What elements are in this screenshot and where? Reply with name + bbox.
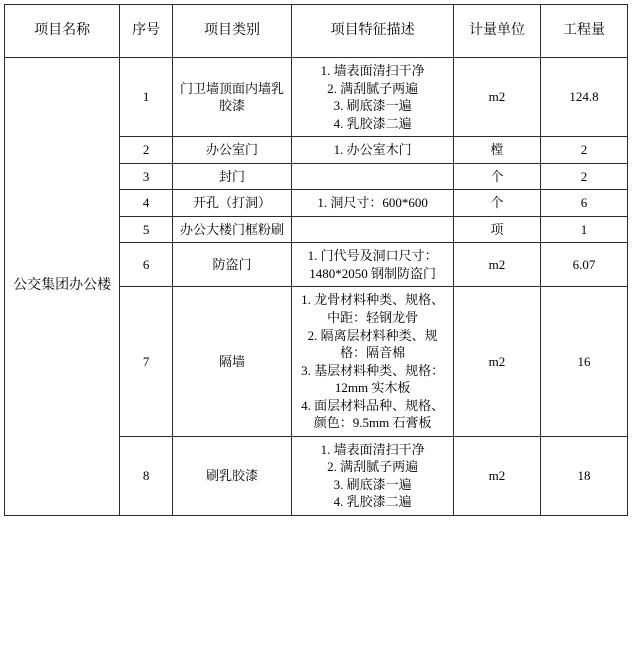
- cell-sequence: 2: [120, 137, 173, 164]
- group-cell-project-name: 公交集团办公楼: [5, 58, 120, 516]
- cell-category: 办公大楼门框粉刷: [172, 216, 291, 243]
- cell-category: 开孔（打洞）: [172, 190, 291, 217]
- cell-quantity: 2: [540, 137, 627, 164]
- description-line: 1. 门代号及洞口尺寸：1480*2050 钢制防盗门: [307, 248, 438, 281]
- cell-sequence: 5: [120, 216, 173, 243]
- description-line: 1. 办公室木门: [333, 142, 412, 158]
- cell-sequence: 3: [120, 163, 173, 190]
- header-project-name: 项目名称: [5, 5, 120, 58]
- description-line: 4. 乳胶漆二遍: [333, 115, 412, 131]
- cell-description: [292, 190, 454, 217]
- header-quantity: 工程量: [540, 5, 627, 58]
- cell-category: 封门: [172, 163, 291, 190]
- description-line: 2. 隔离层材料种类、规格：隔音棉: [307, 327, 438, 361]
- cell-description: [292, 137, 454, 164]
- cell-sequence: 7: [120, 287, 173, 436]
- table-header: [5, 5, 628, 58]
- description-line: 4. 面层材料品种、规格、颜色：9.5mm 石膏板: [301, 397, 445, 431]
- table-row: [5, 58, 628, 137]
- header-row: [5, 5, 628, 58]
- cell-description: [292, 216, 454, 243]
- cell-quantity: 16: [540, 287, 627, 436]
- cell-category: 刷乳胶漆: [172, 436, 291, 515]
- header-unit: 计量单位: [454, 5, 541, 58]
- cell-sequence: 8: [120, 436, 173, 515]
- cell-description: [292, 163, 454, 190]
- cell-category: 防盗门: [172, 243, 291, 287]
- cell-unit: 个: [454, 190, 541, 217]
- header-sequence: 序号: [120, 5, 173, 58]
- header-feature-description: 项目特征描述: [292, 5, 454, 58]
- cell-quantity: 6: [540, 190, 627, 217]
- cell-description: [292, 436, 454, 515]
- cell-category: 隔墙: [172, 287, 291, 436]
- cell-quantity: 18: [540, 436, 627, 515]
- cell-unit: 项: [454, 216, 541, 243]
- description-line: 1. 墙表面清扫干净: [320, 63, 425, 78]
- cell-quantity: 2: [540, 163, 627, 190]
- cell-unit: 个: [454, 163, 541, 190]
- cell-unit: m2: [454, 436, 541, 515]
- cell-unit: 樘: [454, 137, 541, 164]
- description-line: 1. 墙表面清扫干净: [320, 441, 425, 457]
- description-line: 3. 刷底漆一遍: [333, 476, 412, 492]
- table-body: [5, 58, 628, 516]
- description-line: 1. 洞尺寸：600*600: [317, 195, 428, 211]
- bill-of-quantities-table: [4, 4, 628, 516]
- cell-sequence: 1: [120, 58, 173, 137]
- description-line: 2. 满刮腻子两遍: [327, 80, 419, 96]
- cell-unit: m2: [454, 287, 541, 436]
- description-line: 2. 满刮腻子两遍: [327, 459, 419, 475]
- cell-quantity: 6.07: [540, 243, 627, 287]
- cell-description: [292, 287, 454, 436]
- cell-description: [292, 58, 454, 137]
- description-line: 1. 龙骨材料种类、规格、中距：轻钢龙骨: [301, 292, 445, 326]
- cell-quantity: 1: [540, 216, 627, 243]
- cell-sequence: 4: [120, 190, 173, 217]
- cell-description: [292, 243, 454, 287]
- cell-category: 办公室门: [172, 137, 291, 164]
- cell-unit: m2: [454, 243, 541, 287]
- header-project-category: 项目类别: [172, 5, 291, 58]
- description-line: 4. 乳胶漆二遍: [333, 494, 412, 510]
- cell-sequence: 6: [120, 243, 173, 287]
- cell-quantity: 124.8: [540, 58, 627, 137]
- cell-category: 门卫墙顶面内墙乳胶漆: [172, 58, 291, 137]
- document-page: [0, 4, 633, 670]
- cell-unit: m2: [454, 58, 541, 137]
- description-line: 3. 基层材料种类、规格：12mm 实木板: [301, 362, 445, 396]
- description-line: 3. 刷底漆一遍: [333, 98, 412, 114]
